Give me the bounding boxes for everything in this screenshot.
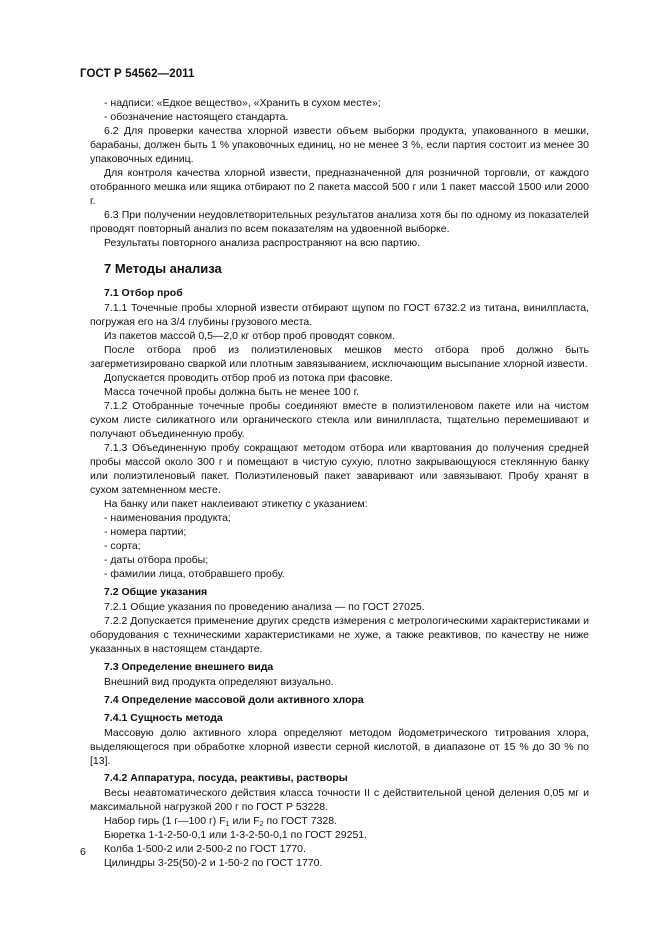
section-7-heading: 7 Методы анализа (104, 261, 222, 276)
subsection-7-4-heading: 7.4 Определение массовой доли активного хлора (104, 694, 364, 706)
page-number: 6 (80, 846, 86, 858)
paragraph-7-1-2: 7.1.2 Отобранные точечные пробы соединяют вместе в полиэтиленовом пакете или на чистом сухом листе силикатного или органического стекла или винилпласта, тщательно перемешивают и получают объединенную пробу. (90, 400, 589, 440)
subsection-7-2-heading: 7.2 Общие указания (104, 586, 208, 598)
paragraph-7-1-3: 7.1.3 Объединенную пробу сокращают методом отбора или квартования до получения средней пробы массой около 300 г и помещают в чистую сухую, плотно закрывающуюся стеклянную банку или полиэтиленовый пакет. Полиэтиленовый пакет заваривают или завязывают. Пробу хранят в сухом затемненном месте. (90, 442, 589, 496)
paragraph-6-2-retail: Для контроля качества хлорной извести, предназначенной для розничной торговли, от каждого отобранного мешка или ящика отбирают по 2 пакета массой 500 г или 1 пакет массой 1500 или 2000 г. (90, 167, 589, 207)
list-item-product-name: - наименования продукта; (104, 512, 231, 524)
list-item-batch-number: - номера партии; (104, 526, 187, 538)
paragraph-7-2-2: 7.2.2 Допускается применение других средств измерения с метрологическими характеристиками и оборудования с техническими характеристиками не хуже, а также реактивов, по качеству не ниже указанных в настоящем стандарте. (90, 615, 589, 655)
subsection-7-4-1-heading: 7.4.1 Сущность метода (104, 712, 223, 724)
paragraph-7-4-2-burette: Бюретка 1-1-2-50-0,1 или 1-3-2-50-0,1 по ГОСТ 29251. (104, 829, 368, 841)
paragraph-7-1-1-packets: Из пакетов массой 0,5—2,0 кг отбор проб проводят совком. (104, 330, 396, 342)
paragraph-7-1-1-mass: Масса точечной пробы должна быть не менее 100 г. (104, 386, 360, 398)
paragraph-6-3-results: Результаты повторного анализа распространяют на всю партию. (104, 237, 421, 249)
paragraph-6-3: 6.3 При получении неудовлетворительных результатов анализа хотя бы по одному из показателей проводят повторный анализ по всем показателям на удвоенной выборке. (90, 209, 589, 235)
label-item-standard: - обозначение настоящего стандарта. (104, 111, 289, 123)
paragraph-7-4-2-scales: Весы неавтоматического действия класса точности II с действительной ценой деления 0,05 мг и максимальной нагрузкой 200 г по ГОСТ Р 53228. (90, 787, 589, 813)
paragraph-7-1-1-flow: Допускается проводить отбор проб из потока при фасовке. (104, 372, 393, 384)
paragraph-7-1-3-label: На банку или пакет наклеивают этикетку с указанием: (104, 498, 368, 510)
label-item-inscriptions: - надписи: «Едкое вещество», «Хранить в сухом месте»; (104, 97, 381, 109)
subsection-7-4-2-heading: 7.4.2 Аппаратура, посуда, реактивы, растворы (104, 772, 348, 784)
paragraph-7-4-1: Массовую долю активного хлора определяют методом йодометрического титрования хлора, выделяющегося при обработке хлорной извести серной кислотой, в диапазоне от 15 % до 30 % по [13]. (90, 727, 589, 767)
standard-header: ГОСТ Р 54562—2011 (80, 68, 195, 80)
paragraph-7-1-1: 7.1.1 Точечные пробы хлорной извести отбирают щупом по ГОСТ 6732.2 из титана, винилпласта, погружая его на 3/4 глубины грузового места. (90, 302, 589, 328)
paragraph-7-2-1: 7.2.1 Общие указания по проведению анализа — по ГОСТ 27025. (104, 601, 425, 613)
subsection-7-1-heading: 7.1 Отбор проб (104, 287, 183, 299)
paragraph-7-4-2-weights: Набор гирь (1 г—100 г) $F_1$ или $F_2$ по ГОСТ 7328. (104, 815, 338, 828)
page-body (90, 96, 589, 870)
paragraph-7-1-1-sealing: После отбора проб из полиэтиленовых мешков место отбора проб должно быть загерметизировано сваркой или плотным завязыванием, исключающим высыпание хлорной извести. (90, 344, 589, 370)
paragraph-7-4-2-cylinders: Цилиндры 3-25(50)-2 и 1-50-2 по ГОСТ 1770. (104, 857, 323, 869)
list-item-sampler-name: - фамилии лица, отобравшего пробу. (104, 568, 285, 580)
paragraph-6-2: 6.2 Для проверки качества хлорной извести объем выборки продукта, упакованного в мешки, барабаны, должен быть 1 % упаковочных единиц, но не менее 3 %, если партия состоит из менее 30 упаковочных единиц. (90, 125, 589, 165)
subsection-7-3-heading: 7.3 Определение внешнего вида (104, 661, 274, 673)
paragraph-7-3: Внешний вид продукта определяют визуально. (104, 676, 334, 688)
paragraph-7-4-2-flask: Колба 1-500-2 или 2-500-2 по ГОСТ 1770. (104, 843, 306, 855)
list-item-sampling-date: - даты отбора пробы; (104, 554, 209, 566)
list-item-grade: - сорта; (104, 540, 141, 552)
